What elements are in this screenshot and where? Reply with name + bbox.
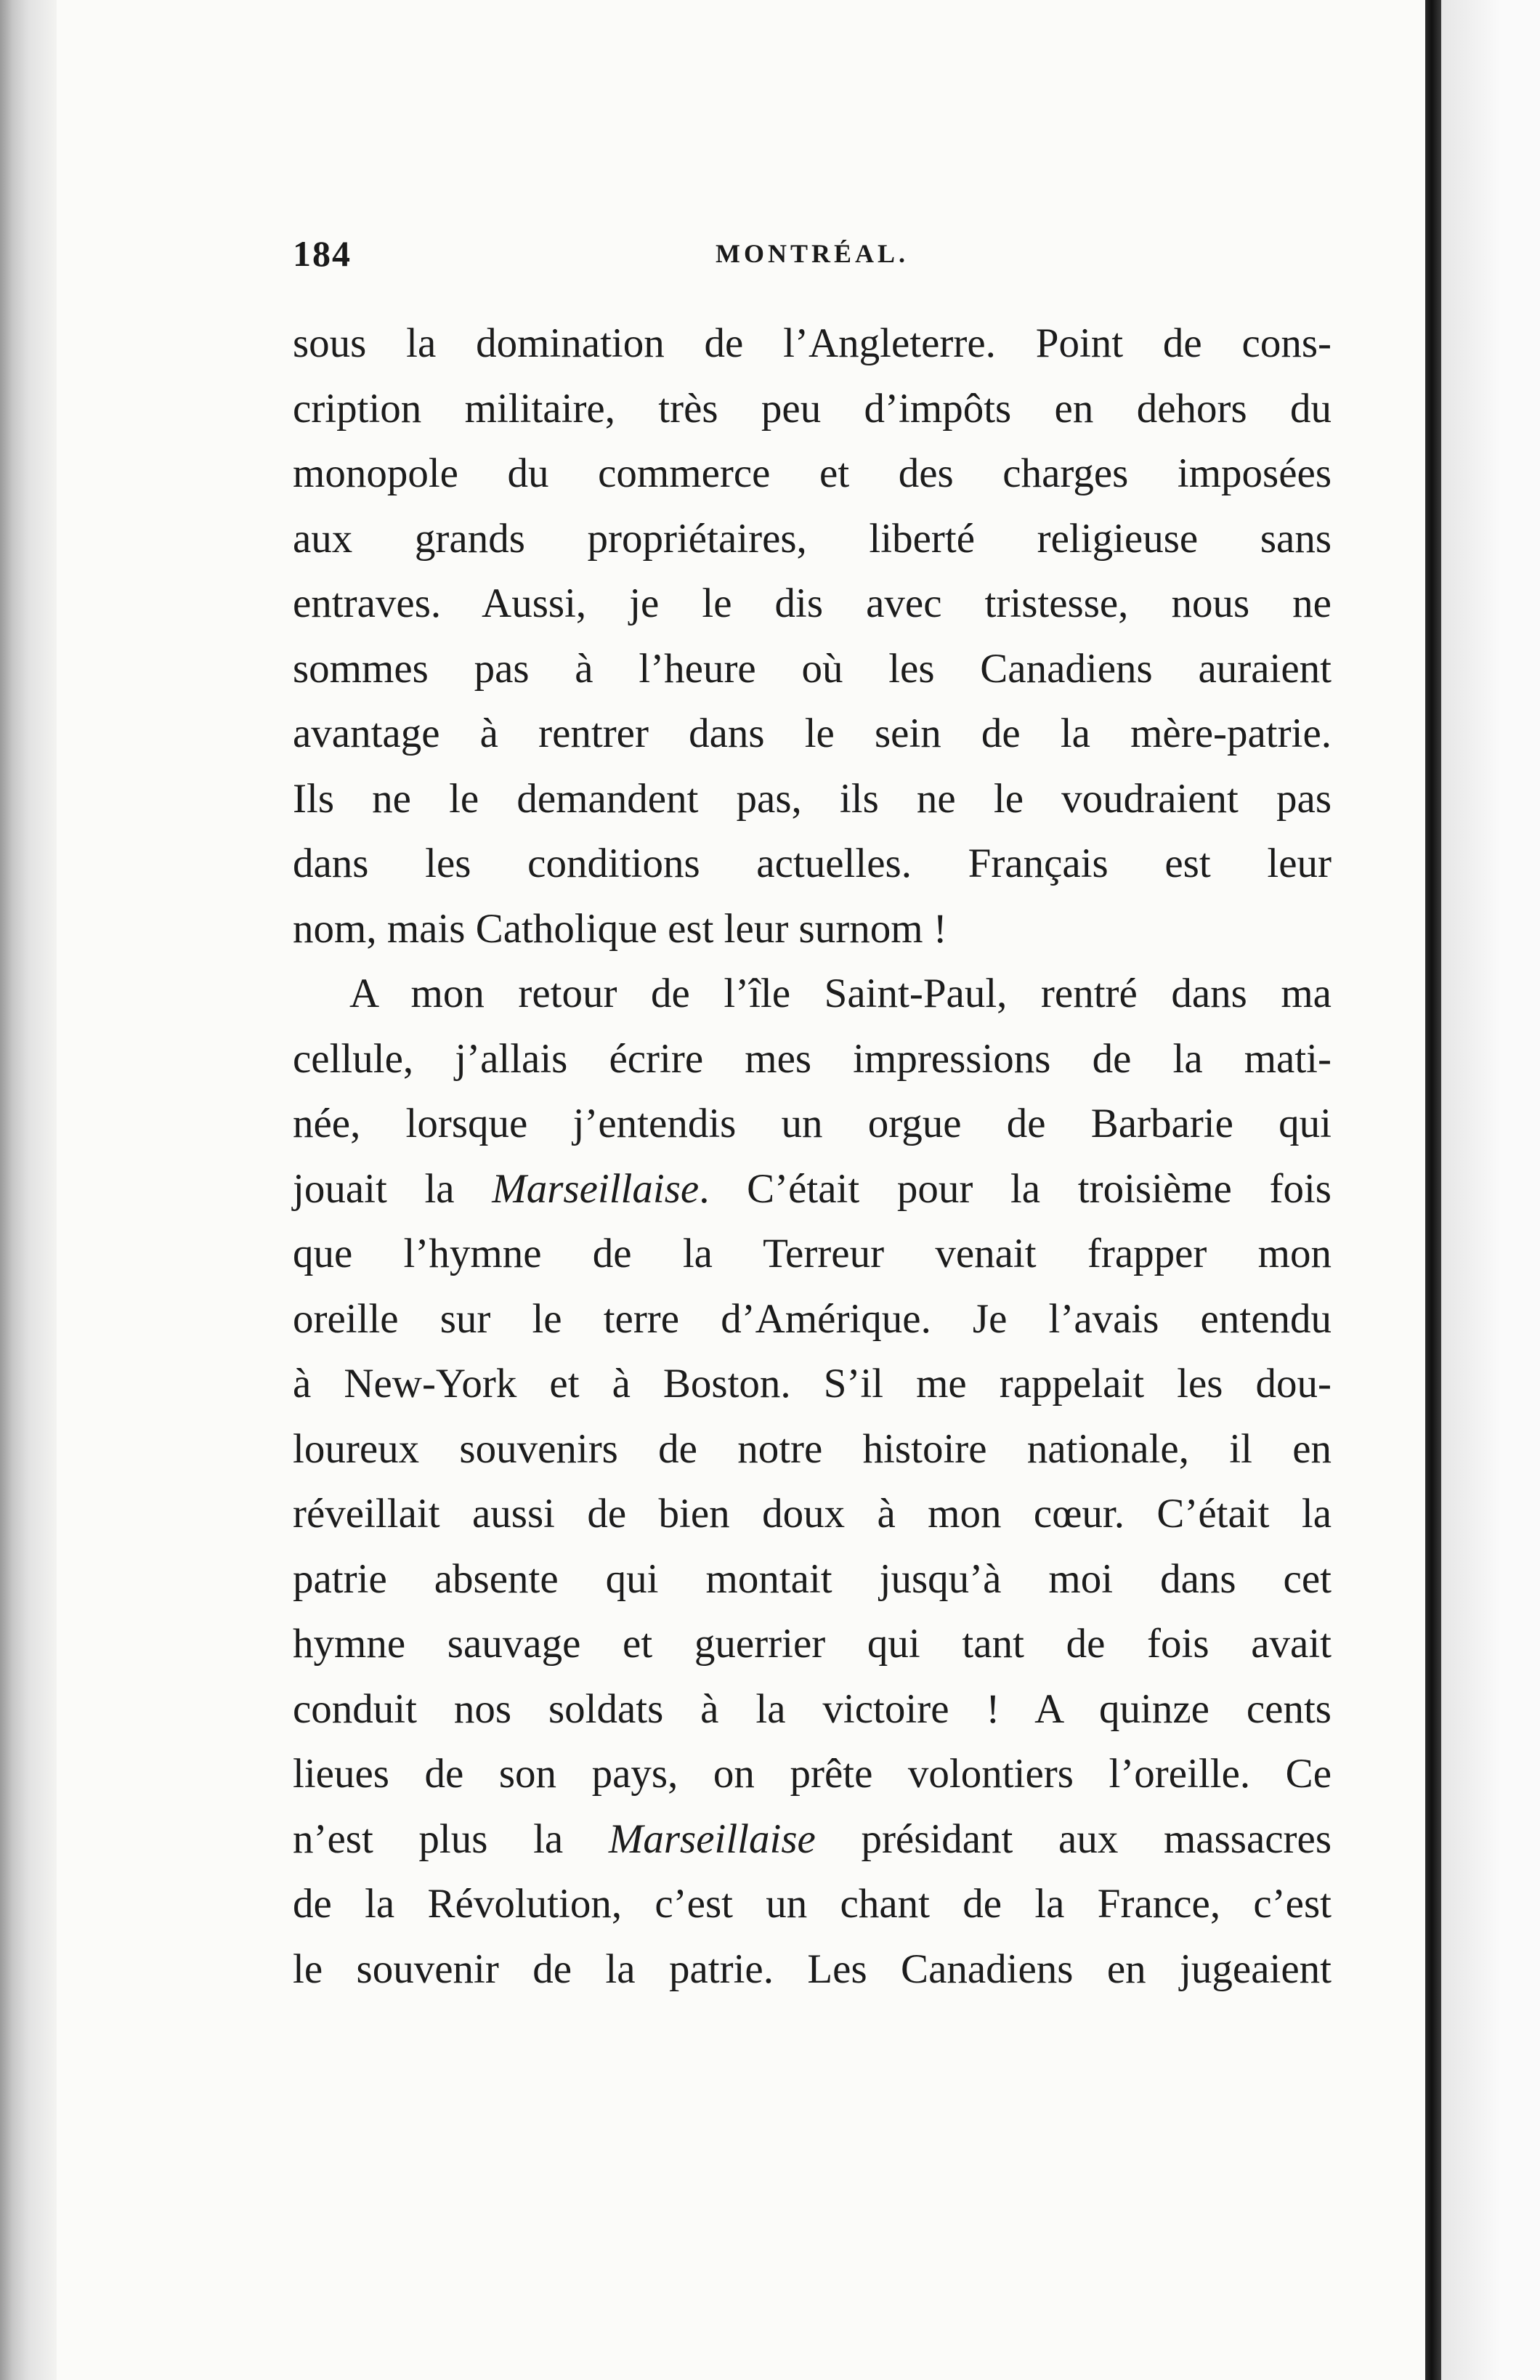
text-line: entraves. Aussi, je le dis avec tristesse, nous ne bbox=[293, 580, 1332, 626]
text-line: dans les conditions actuelles. Français est leur bbox=[293, 841, 1332, 886]
paragraph-end-line: nom, mais Catholique est leur surnom ! bbox=[293, 905, 947, 952]
text-line: oreille sur le terre d’Amérique. Je l’avais entendu bbox=[293, 1295, 1332, 1342]
text-line: avantage à rentrer dans le sein de la mère-patrie. bbox=[293, 711, 1332, 756]
text-line: de la Révolution, c’est un chant de la France, c’est bbox=[293, 1881, 1332, 1927]
text-line: lieues de son pays, on prête volontiers l’oreille. Ce bbox=[293, 1751, 1332, 1797]
text-line: monopole du commerce et des charges imposées bbox=[293, 450, 1332, 496]
italic-title: Marseillaise bbox=[608, 1816, 816, 1862]
page-number: 184 bbox=[293, 233, 352, 274]
text-line: sous la domination de l’Angleterre. Point de cons- bbox=[293, 320, 1332, 366]
text-line: patrie absente qui montait jusqu’à moi dans cet bbox=[293, 1555, 1332, 1602]
body-text bbox=[293, 311, 1332, 2001]
page-edge bbox=[1425, 0, 1441, 2380]
text-line: Ils ne le demandent pas, ils ne le voudraient pas bbox=[293, 775, 1332, 822]
paragraph-start-line: A mon retour de l’île Saint-Paul, rentré dans ma bbox=[349, 971, 1332, 1016]
adjacent-margin bbox=[1441, 0, 1540, 2380]
text-line: hymne sauvage et guerrier qui tant de fois avait bbox=[293, 1621, 1332, 1667]
text-line: cription militaire, très peu d’impôts en dehors du bbox=[293, 385, 1332, 432]
text-line: réveillait aussi de bien doux à mon cœur. C’était la bbox=[293, 1491, 1332, 1537]
text-line: le souvenir de la patrie. Les Canadiens en jugeaient bbox=[293, 1946, 1332, 1992]
italic-title: Marseillaise bbox=[492, 1165, 700, 1212]
text-line: à New-York et à Boston. S’il me rappelait les dou- bbox=[293, 1361, 1332, 1406]
text-line: conduit nos soldats à la victoire ! A quinze cents bbox=[293, 1685, 1332, 1732]
binding-shadow bbox=[0, 0, 57, 2380]
text-line: cellule, j’allais écrire mes impressions de la mati- bbox=[293, 1035, 1332, 1082]
page-header bbox=[293, 232, 1332, 283]
text-line: que l’hymne de la Terreur venait frapper mon bbox=[293, 1231, 1332, 1276]
running-head: MONTRÉAL. bbox=[715, 239, 909, 268]
text-line: née, lorsque j’entendis un orgue de Barbarie qui bbox=[293, 1101, 1332, 1146]
text-line-italic: jouait la Marseillaise. C’était pour la troisième fois bbox=[293, 1165, 1332, 1212]
text-line-italic: n’est plus la Marseillaise présidant aux massacres bbox=[293, 1816, 1332, 1862]
text-line: aux grands propriétaires, liberté religieuse sans bbox=[293, 515, 1332, 562]
text-line: loureux souvenirs de notre histoire nationale, il en bbox=[293, 1425, 1332, 1472]
text-line: sommes pas à l’heure où les Canadiens auraient bbox=[293, 645, 1332, 692]
